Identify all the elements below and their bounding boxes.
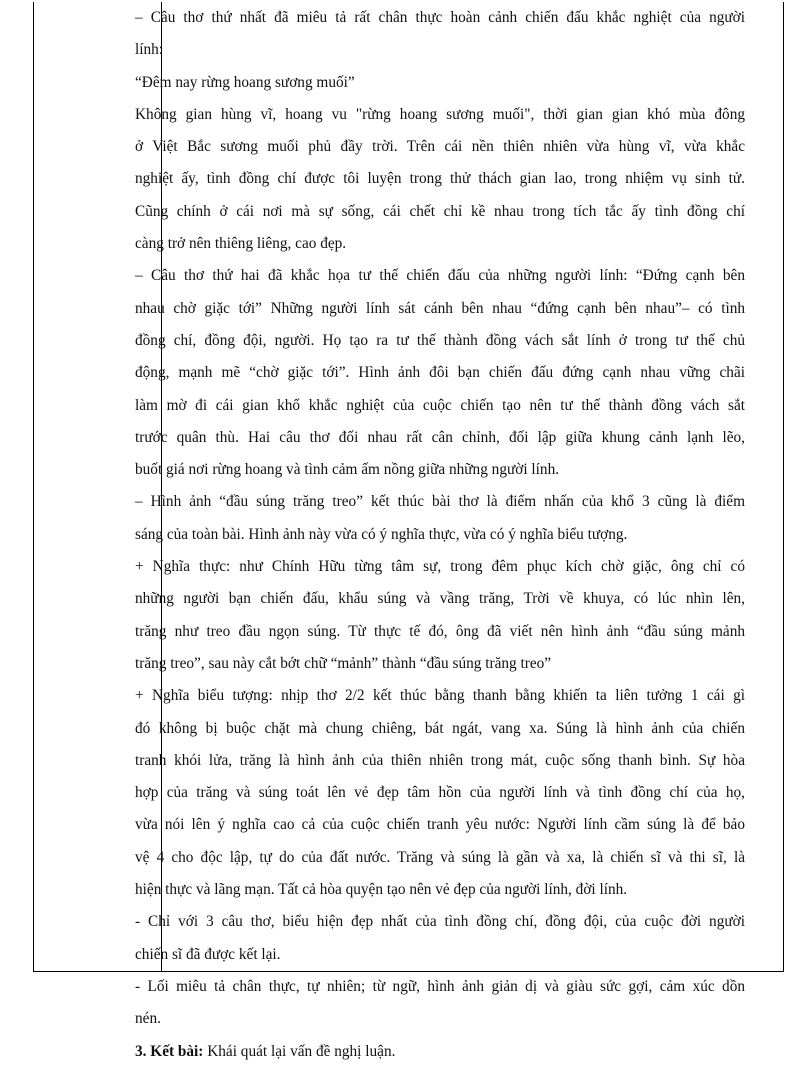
text-line: càng trở nên thiêng liêng, cao đẹp. — [135, 235, 347, 253]
text-line: Cũng chính ở cái nơi mà sự sống, cái chết chỉ kề nhau trong tích tắc ấy tình đồng chí — [135, 202, 745, 220]
text-line: nhau chờ giặc tới” Những người lính sát cánh bên nhau “đứng cạnh bên nhau”– có tình — [135, 299, 745, 317]
poem-quote: “Đêm nay rừng hoang sương muối” — [135, 73, 355, 91]
text-line: hiện thực và lãng mạn. Tất cả hòa quyện tạo nên vẻ đẹp của người lính, đời lính. — [135, 881, 628, 899]
text-line: ở Việt Bắc sương muối phủ đầy trời. Trên cái nền thiên nhiên vừa hùng vĩ, vừa khắc — [135, 138, 745, 156]
closing-heading: 3. Kết bài: — [135, 1042, 204, 1060]
text-line: làm mờ đi cái gian khổ khắc nghiệt của cuộc chiến tạo nên tư thế thành đồng vách sắt — [135, 396, 745, 414]
text-line: vệ 4 cho độc lập, tự do của đất nước. Trăng và súng là gần và xa, là chiến sĩ và thi sĩ, là — [135, 848, 745, 866]
text-line: – Câu thơ thứ hai đã khắc họa tư thế chiến đấu của những người lính: “Đứng cạnh bên — [135, 267, 745, 285]
text-line: tranh khói lửa, trăng là hình ảnh của thiên nhiên trong mát, cuộc sống thanh bình. Sự hòa — [135, 751, 745, 769]
closing-section — [135, 1036, 745, 1068]
text-line: đó không bị buộc chặt mà chung chiêng, bát ngát, vang xa. Súng là hình ảnh của chiến — [135, 719, 745, 737]
text-line: hợp của trăng và súng toát lên vẻ đẹp tâm hồn của người lính và tình đồng chí của họ, — [135, 784, 745, 802]
text-line: - Chỉ với 3 câu thơ, biểu hiện đẹp nhất của tình đồng chí, đồng đội, của cuộc đời người — [135, 913, 745, 931]
text-line: – Hình ảnh “đầu súng trăng treo” kết thúc bài thơ là điểm nhấn của khổ 3 cũng là điểm — [135, 493, 745, 511]
text-line: đồng chí, đồng đội, người. Họ tạo ra tư thế thành đồng vách sắt lính ở trong tư thế chủ — [135, 331, 745, 349]
text-line: động, mạnh mẽ “chờ giặc tới”. Hình ảnh đôi bạn chiến đấu đứng cạnh nhau vững chãi — [135, 364, 745, 382]
text-line: - Lối miêu tả chân thực, tự nhiên; từ ngữ, hình ảnh giản dị và giàu sức gợi, cảm xúc dồn — [135, 977, 745, 995]
text-line: những người bạn chiến đấu, khẩu súng và vầng trăng, Trời về khuya, có lúc nhìn lên, — [135, 590, 745, 608]
table-cell-content — [135, 2, 745, 1068]
text-line: trăng treo”, sau này cắt bớt chữ “mảnh” thành “đầu súng trăng treo” — [135, 654, 552, 672]
text-line: sáng của toàn bài. Hình ảnh này vừa có ý nghĩa thực, vừa có ý nghĩa biểu tượng. — [135, 525, 628, 543]
text-line: buốt giá nơi rừng hoang và tình cảm ấm nồng giữa những người lính. — [135, 461, 560, 479]
text-line: Không gian hùng vĩ, hoang vu "rừng hoang sương muối", thời gian gian khó mùa đông — [135, 105, 745, 123]
text-line: nghiệt ấy, tình đồng chí được tôi luyện trong thử thách gian lao, trong nhiệm vụ sinh tử. — [135, 170, 745, 188]
text-line: chiến sĩ đã được kết lại. — [135, 945, 281, 963]
text-line: lính: — [135, 41, 164, 59]
closing-text: Khái quát lại vấn đề nghị luận. — [203, 1042, 396, 1060]
text-line: trăng như treo đầu ngọn súng. Từ thực tế đó, ông đã viết nên hình ảnh “đầu súng mảnh — [135, 622, 745, 640]
text-line: – Câu thơ thứ nhất đã miêu tả rất chân thực hoàn cảnh chiến đấu khắc nghiệt của người — [135, 9, 745, 26]
text-line: nén. — [135, 1010, 161, 1028]
text-line: vừa nói lên ý nghĩa cao cả của cuộc chiến tranh yêu nước: Người lính cầm súng là để bảo — [135, 816, 745, 834]
text-line: + Nghĩa thực: như Chính Hữu từng tâm sự, trong đêm phục kích chờ giặc, ông chỉ có — [135, 558, 745, 576]
text-line: trước quân thù. Hai câu thơ đối nhau rất cân chỉnh, đối lập giữa khung cảnh lạnh lẽo, — [135, 428, 745, 446]
text-line: + Nghĩa biểu tượng: nhịp thơ 2/2 kết thúc bằng thanh bằng khiến ta liên tưởng 1 cái gì — [135, 687, 745, 705]
